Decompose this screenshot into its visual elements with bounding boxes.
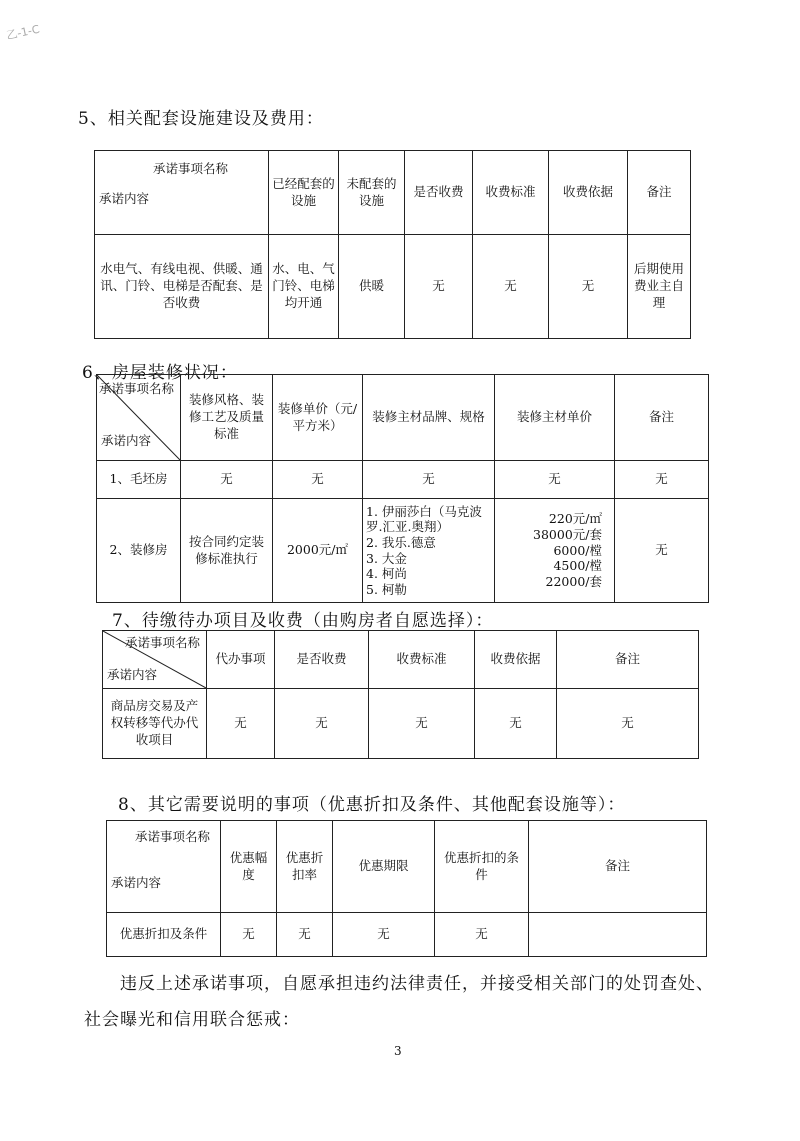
section6-row1-cell-1: 无 bbox=[273, 461, 363, 499]
section8-header-top: 承诺事项名称 bbox=[134, 829, 210, 844]
section6-row1-cell-4: 无 bbox=[615, 461, 709, 499]
price-item: 38000元/套 bbox=[533, 527, 602, 543]
section6-row2-brands bbox=[363, 499, 495, 603]
section5-table bbox=[94, 150, 691, 339]
section6-heading: 6、房屋装修状况： bbox=[82, 363, 238, 383]
brand-item: 2. 我乐.德意 bbox=[366, 534, 436, 550]
section8-table bbox=[106, 820, 707, 957]
section5-col-4: 收费依据 bbox=[549, 151, 628, 235]
section7-table bbox=[102, 630, 699, 759]
brand-item: 1. 伊丽莎白（马克波罗.汇亚.奥翔） bbox=[366, 503, 482, 535]
section7-cell-3: 无 bbox=[475, 689, 557, 759]
section6-row1-cell-0: 无 bbox=[181, 461, 273, 499]
section7-header-bottom: 承诺内容 bbox=[107, 667, 158, 683]
section6-row2-unit-price: 2000元/㎡ bbox=[273, 499, 363, 603]
section8-cell-4 bbox=[529, 913, 707, 957]
section6-row1-label: 1、毛坯房 bbox=[97, 461, 181, 499]
section6-row1-cell-2: 无 bbox=[363, 461, 495, 499]
section7-col-4: 备注 bbox=[557, 631, 699, 689]
section7-col-0: 代办事项 bbox=[207, 631, 275, 689]
section7-col-3: 收费依据 bbox=[475, 631, 557, 689]
brand-item: 4. 柯尚 bbox=[366, 566, 407, 582]
section7-heading: 7、待缴待办项目及收费（由购房者自愿选择）： bbox=[112, 611, 494, 631]
section7-col-2: 收费标准 bbox=[369, 631, 475, 689]
section8-col-2: 优惠期限 bbox=[333, 821, 435, 913]
section7-header-cell bbox=[103, 631, 207, 689]
section5-cell-1: 供暖 bbox=[339, 235, 405, 339]
brand-item: 3. 大金 bbox=[366, 550, 407, 566]
section8-cell-0: 无 bbox=[221, 913, 277, 957]
section6-table bbox=[96, 374, 709, 603]
price-item: 4500/樘 bbox=[553, 558, 602, 574]
brand-item: 5. 柯勒 bbox=[366, 581, 407, 597]
section7-cell-0: 无 bbox=[207, 689, 275, 759]
section6-row1-cell-3: 无 bbox=[495, 461, 615, 499]
section5-header-cell bbox=[95, 151, 269, 235]
section5-col-3: 收费标准 bbox=[473, 151, 549, 235]
section6-row2-label: 2、装修房 bbox=[97, 499, 181, 603]
section6-col-3: 装修主材单价 bbox=[495, 375, 615, 461]
section8-header-bottom: 承诺内容 bbox=[111, 875, 162, 891]
section5-col-2: 是否收费 bbox=[405, 151, 473, 235]
section6-col-2: 装修主材品牌、规格 bbox=[363, 375, 495, 461]
section5-cell-3: 无 bbox=[473, 235, 549, 339]
section5-cell-4: 无 bbox=[549, 235, 628, 339]
closing-statement: 违反上述承诺事项，自愿承担违约法律责任，并接受相关部门的处罚查处、社会曝光和信用联合惩戒： bbox=[84, 974, 714, 1030]
section7-header-top: 承诺事项名称 bbox=[124, 635, 200, 650]
section8-cell-1: 无 bbox=[277, 913, 333, 957]
section5-col-0: 已经配套的设施 bbox=[269, 151, 339, 235]
section8-col-1: 优惠折扣率 bbox=[277, 821, 333, 913]
section8-cell-2: 无 bbox=[333, 913, 435, 957]
section6-row2-prices bbox=[495, 499, 615, 603]
section7-cell-4: 无 bbox=[557, 689, 699, 759]
section6-col-4: 备注 bbox=[615, 375, 709, 461]
section7-cell-2: 无 bbox=[369, 689, 475, 759]
section8-cell-3: 无 bbox=[435, 913, 529, 957]
section8-col-0: 优惠幅度 bbox=[221, 821, 277, 913]
section5-cell-0: 水、电、气门铃、电梯均开通 bbox=[269, 235, 339, 339]
section5-header-bottom: 承诺内容 bbox=[99, 191, 150, 207]
section5-cell-2: 无 bbox=[405, 235, 473, 339]
section6-row2-style: 按合同约定装修标准执行 bbox=[181, 499, 273, 603]
section5-cell-5: 后期使用费业主自理 bbox=[628, 235, 691, 339]
section8-col-3: 优惠折扣的条件 bbox=[435, 821, 529, 913]
section5-heading: 5、相关配套设施建设及费用： bbox=[78, 109, 324, 129]
page-number: 3 bbox=[394, 1044, 402, 1058]
section7-row-label: 商品房交易及产权转移等代办代收项目 bbox=[103, 689, 207, 759]
section6-header-bottom: 承诺内容 bbox=[101, 433, 152, 449]
section7-cell-1: 无 bbox=[275, 689, 369, 759]
section8-header-cell bbox=[107, 821, 221, 913]
price-item: 22000/套 bbox=[545, 573, 602, 589]
section8-heading: 8、其它需要说明的事项（优惠折扣及条件、其他配套设施等）： bbox=[118, 795, 626, 815]
section6-col-0: 装修风格、装修工艺及质量标准 bbox=[181, 375, 273, 461]
section6-col-1: 装修单价（元/平方米） bbox=[273, 375, 363, 461]
price-item: 6000/樘 bbox=[553, 542, 602, 558]
section6-row2-note: 无 bbox=[615, 499, 709, 603]
price-item: 220元/㎡ bbox=[548, 511, 602, 527]
section5-header-top: 承诺事项名称 bbox=[152, 161, 228, 176]
section8-row-label: 优惠折扣及条件 bbox=[107, 913, 221, 957]
margin-note: 乙-1-C bbox=[5, 22, 41, 43]
section5-col-1: 未配套的设施 bbox=[339, 151, 405, 235]
section5-col-5: 备注 bbox=[628, 151, 691, 235]
section5-row-label: 水电气、有线电视、供暖、通讯、门铃、电梯是否配套、是否收费 bbox=[95, 235, 269, 339]
section6-header-top: 承诺事项名称 bbox=[98, 381, 174, 396]
section7-col-1: 是否收费 bbox=[275, 631, 369, 689]
section8-col-4: 备注 bbox=[529, 821, 707, 913]
section6-header-cell bbox=[97, 375, 181, 461]
